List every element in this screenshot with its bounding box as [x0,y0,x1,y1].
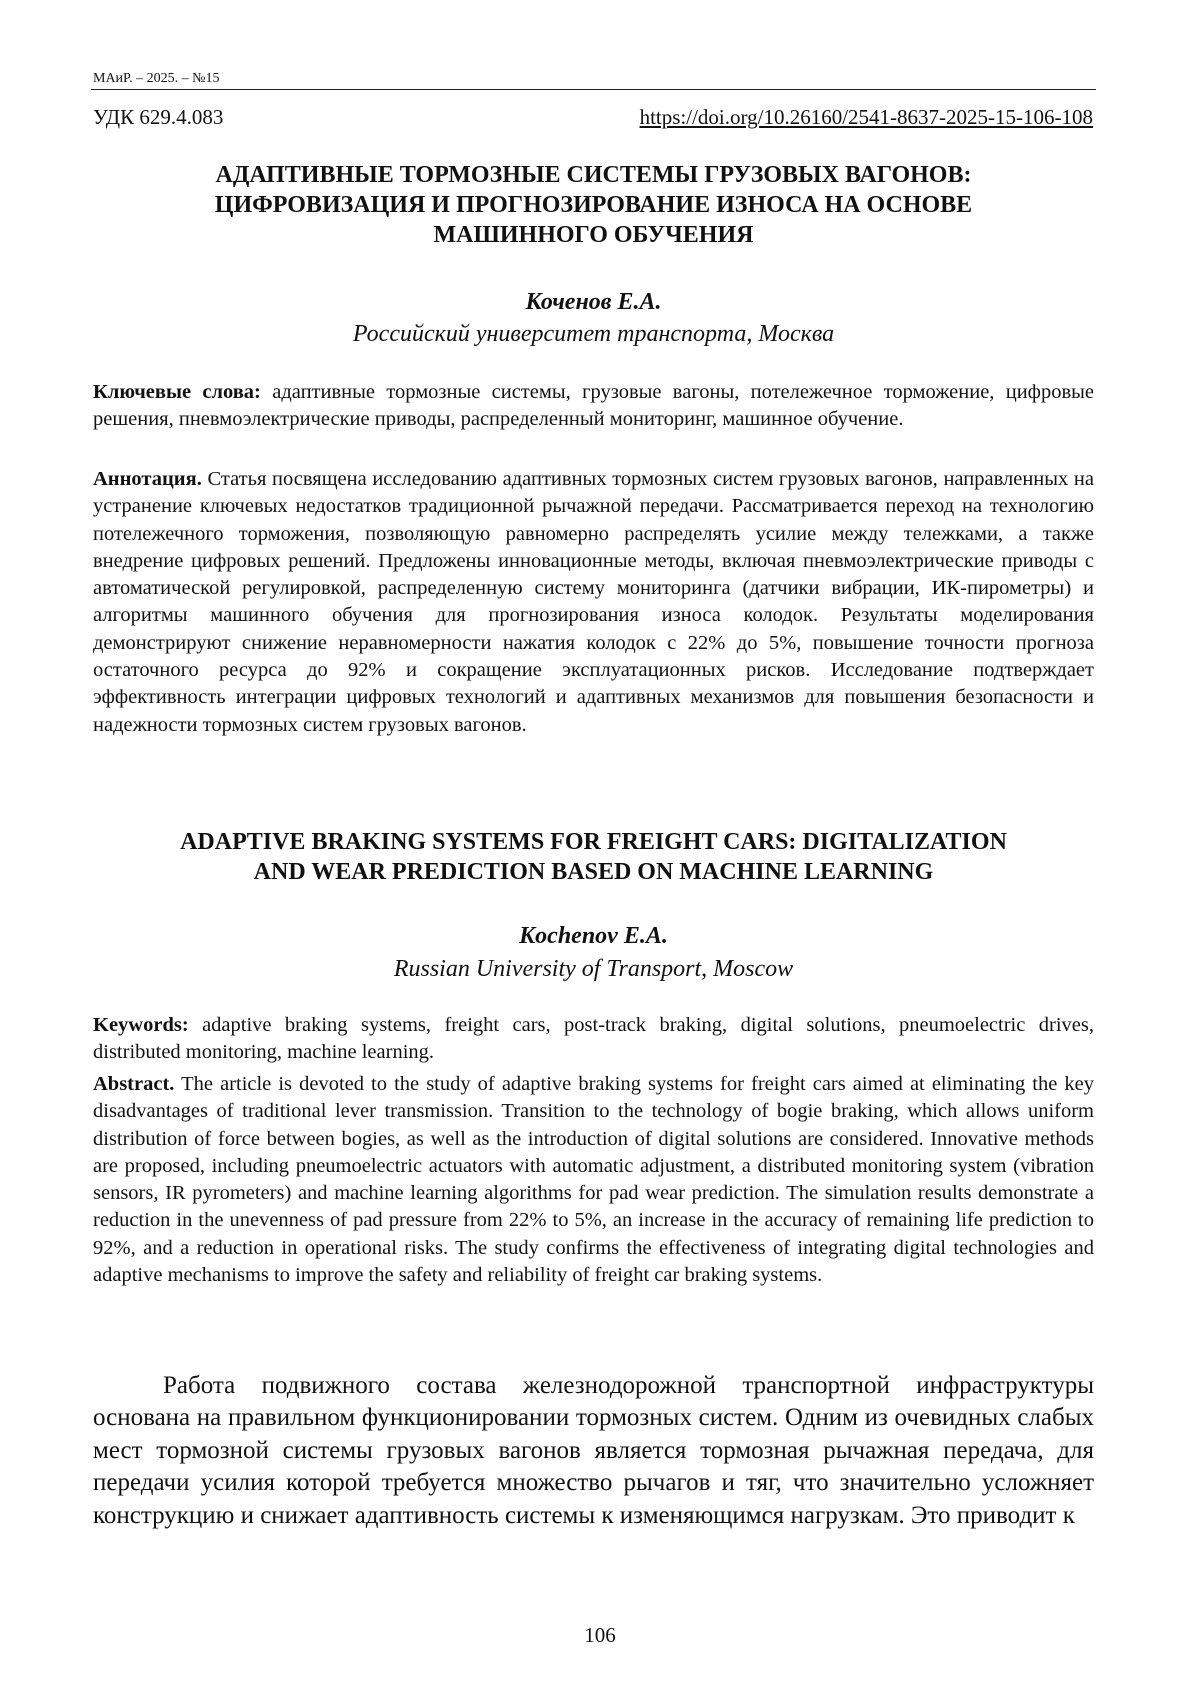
author-russian: Коченов Е.А. [93,287,1094,317]
author-english: Kochenov E.A. [93,921,1094,951]
title-russian-line-1: АДАПТИВНЫЕ ТОРМОЗНЫЕ СИСТЕМЫ ГРУЗОВЫХ ВАГОНОВ: [216,162,972,188]
doi-link[interactable]: https://doi.org/10.26160/2541-8637-2025-15-106-108 [640,104,1093,130]
abstract-english [93,1071,1094,1289]
keywords-russian-text: адаптивные тормозные системы, грузовые вагоны, потележечное торможение, цифровые решения, пневмоэлектрические приводы, распределенный мониторинг, машинное обучение. [93,381,1094,430]
page-number: 106 [0,1622,1200,1648]
title-english [93,827,1094,887]
header-rule [91,89,1096,90]
affiliation-russian: Российский университет транспорта, Москва [93,319,1094,349]
body-paragraph: Работа подвижного состава железнодорожной транспортной инфраструктуры основана на правильном функционировании тормозных систем. Одним из очевидных слабых мест тормозной системы грузовых вагонов является тормозная рычажная передача, для передачи усилия которой требуется множество рычагов и тяг, что значительно усложняет конструкцию и снижает адаптивность системы к изменяющимся нагрузкам. Это приводит к [93,1370,1094,1532]
title-russian-line-2: ЦИФРОВИЗАЦИЯ И ПРОГНОЗИРОВАНИЕ ИЗНОСА НА ОСНОВЕ [215,192,972,218]
affiliation-english: Russian University of Transport, Moscow [93,954,1094,984]
udk-code: УДК 629.4.083 [93,104,223,130]
abstract-english-text: The article is devoted to the study of adaptive braking systems for freight cars aimed at eliminating the key disadvantages of traditional lever transmission. Transition to the technology of bogie braking, which allows uniform distribution of force between bogies, as well as the introduction of digital solutions are considered. Innovative methods are proposed, including pneumoelectric actuators with automatic adjustment, a distributed monitoring system (vibration sensors, IR pyrometers) and machine learning algorithms for pad wear prediction. The simulation results demonstrate a reduction in the unevenness of pad pressure from 22% to 5%, an increase in the accuracy of remaining life prediction to 92%, and a reduction in operational risks. The study confirms the effectiveness of integrating digital technologies and adaptive mechanisms to improve the safety and reliability of freight car braking systems. [93,1073,1094,1286]
title-english-line-2: AND WEAR PREDICTION BASED ON MACHINE LEARNING [254,859,934,885]
title-russian [93,160,1094,250]
abstract-russian-text: Статья посвящена исследованию адаптивных тормозных систем грузовых вагонов, направленных на устранение ключевых недостатков традиционной рычажной передачи. Рассматривается переход на технологию потележечного торможения, позволяющую равномерно распределять усилие между тележками, а также внедрение цифровых решений. Предложены инновационные методы, включая пневмоэлектрические приводы с автоматической регулировкой, распределенную систему мониторинга (датчики вибрации, ИК-пирометры) и алгоритмы машинного обучения для прогнозирования износа колодок. Результаты моделирования демонстрируют снижение неравномерности нажатия колодок с 22% до 5%, повышение точности прогноза остаточного ресурса до 92% и сокращение эксплуатационных рисков. Исследование подтверждает эффективность интеграции цифровых технологий и адаптивных механизмов для повышения безопасности и надежности тормозных систем грузовых вагонов. [93,468,1094,736]
keywords-russian-label: Ключевые слова: [93,381,261,403]
keywords-english-text: adaptive braking systems, freight cars, post-track braking, digital solutions, pneumoelectric drives, distributed monitoring, machine learning. [93,1014,1094,1063]
title-english-line-1: ADAPTIVE BRAKING SYSTEMS FOR FREIGHT CARS: DIGITALIZATION [180,829,1007,855]
keywords-russian [93,379,1094,434]
running-head: МАиР. – 2025. – №15 [93,70,219,88]
abstract-russian-label: Аннотация. [93,468,202,490]
abstract-russian [93,466,1094,739]
abstract-english-label: Abstract. [93,1073,174,1095]
journal-page [0,0,1200,1698]
title-russian-line-3: МАШИННОГО ОБУЧЕНИЯ [434,222,754,248]
keywords-english-label: Keywords: [93,1014,189,1036]
keywords-english [93,1012,1094,1067]
